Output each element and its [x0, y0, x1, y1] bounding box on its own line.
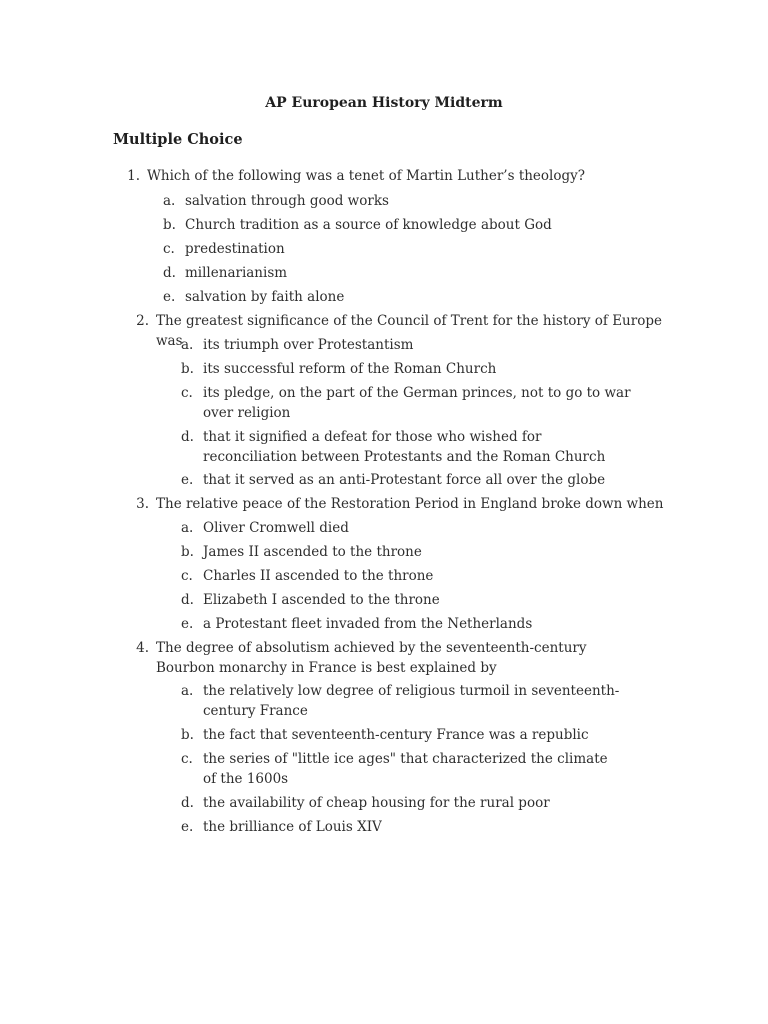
option-text: the availability of cheap housing for the rural poor [203, 795, 550, 811]
option-letter: d. [181, 429, 194, 445]
option-text: a Protestant fleet invaded from the Netherlands [203, 616, 533, 632]
question-number: 3. [136, 496, 149, 512]
option-letter: e. [181, 819, 194, 835]
option-text: salvation through good works [185, 193, 389, 209]
option-letter: a. [181, 520, 194, 536]
option-letter: d. [181, 592, 194, 608]
option-letter: b. [181, 361, 194, 377]
question-number: 2. [136, 313, 149, 329]
question-text: The degree of absolutism achieved by the seventeenth-century Bourbon monarchy in France is best explained by [156, 640, 587, 676]
option-text: Church tradition as a source of knowledge about God [185, 217, 552, 233]
option-text: the brilliance of Louis XIV [203, 819, 382, 835]
document-title: AP European History Midterm [265, 95, 503, 111]
question-number: 1. [127, 168, 140, 184]
option-text: salvation by faith alone [185, 289, 345, 305]
option-letter: a. [181, 683, 194, 699]
option-text: millenarianism [185, 265, 288, 281]
option-text: the fact that seventeenth-century France was a republic [203, 727, 589, 743]
option-text: Oliver Cromwell died [203, 520, 349, 536]
option-text: James II ascended to the throne [203, 544, 422, 560]
option-letter: d. [181, 795, 194, 811]
option-letter: e. [181, 616, 194, 632]
option-text: Elizabeth I ascended to the throne [203, 592, 440, 608]
option-letter: d. [163, 265, 176, 281]
question-text: The relative peace of the Restoration Period in England broke down when [156, 496, 664, 512]
question-number: 4. [136, 640, 149, 656]
option-letter: b. [181, 727, 194, 743]
question-text: Which of the following was a tenet of Martin Luther’s theology? [147, 168, 586, 184]
option-letter: c. [181, 751, 193, 767]
option-text: Charles II ascended to the throne [203, 568, 434, 584]
option-letter: a. [163, 193, 176, 209]
option-text: its triumph over Protestantism [203, 337, 414, 353]
option-letter: c. [181, 385, 193, 401]
option-text: the relatively low degree of religious turmoil in seventeenth-century France [203, 683, 620, 719]
option-letter: b. [163, 217, 176, 233]
option-letter: b. [181, 544, 194, 560]
option-text: its pledge, on the part of the German princes, not to go to war over religion [203, 385, 631, 421]
option-text: that it signified a defeat for those who wished for reconciliation between Protestants and the Roman Church [203, 429, 606, 465]
option-text: that it served as an anti-Protestant force all over the globe [203, 472, 606, 488]
option-letter: c. [163, 241, 175, 257]
option-text: predestination [185, 241, 285, 257]
option-letter: e. [181, 472, 194, 488]
option-letter: e. [163, 289, 176, 305]
option-text: its successful reform of the Roman Church [203, 361, 497, 377]
section-heading: Multiple Choice [113, 131, 243, 148]
option-text: the series of "little ice ages" that characterized the climate of the 1600s [203, 751, 608, 787]
option-letter: a. [181, 337, 194, 353]
question-text: The greatest significance of the Council of Trent for the history of Europe was [156, 313, 662, 349]
option-letter: c. [181, 568, 193, 584]
